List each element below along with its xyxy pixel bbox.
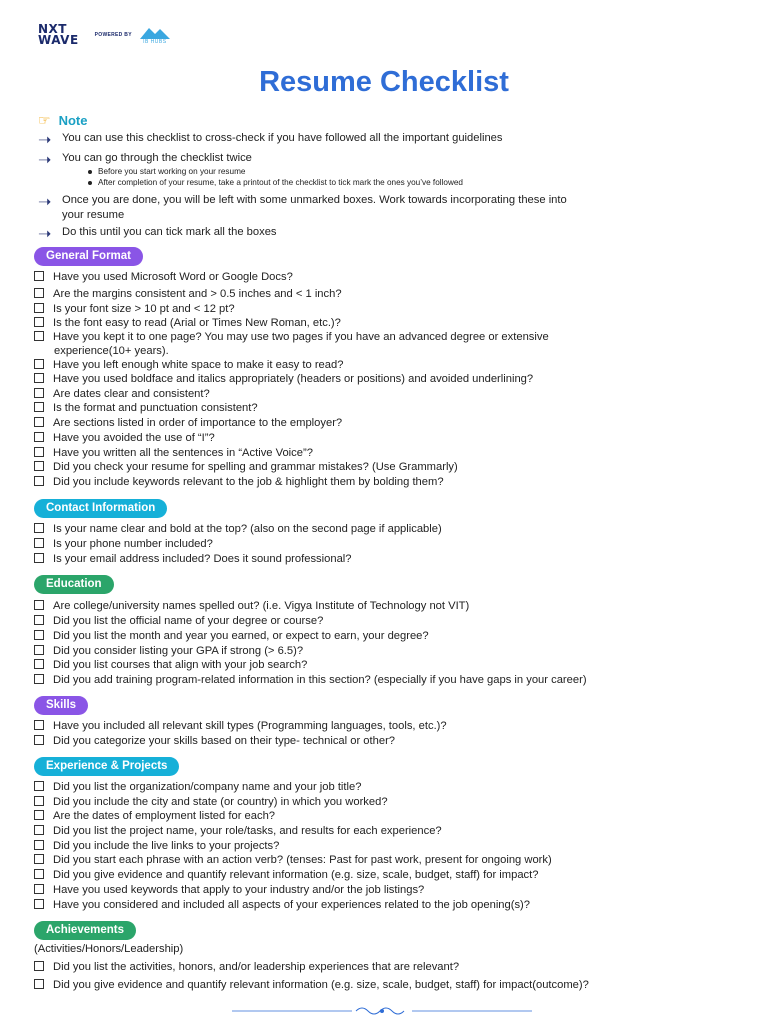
section-pill-skills: Skills [34, 696, 88, 715]
checklist-item[interactable]: Did you consider listing your GPA if strong (> 6.5)? [34, 644, 754, 658]
checkbox[interactable] [34, 961, 44, 971]
checklist-item[interactable]: Are the margins consistent and > 0.5 inches and < 1 inch? [34, 287, 754, 301]
checkbox[interactable] [34, 476, 44, 486]
checklist-item[interactable]: Have you left enough white space to make it easy to read? [34, 358, 754, 372]
note-sub-bullet [88, 166, 245, 177]
note-bullet: You can use this checklist to cross-check if you have followed all the important guidelines [62, 132, 503, 144]
checkbox[interactable] [34, 825, 44, 835]
section-pill-general-format: General Format [34, 247, 143, 266]
checkbox[interactable] [34, 288, 44, 298]
checkbox[interactable] [34, 303, 44, 313]
checkbox[interactable] [34, 645, 44, 655]
checklist-item[interactable]: Is the format and punctuation consistent? [34, 401, 754, 415]
partner-label: IB HUBS [143, 39, 167, 45]
checkbox[interactable] [34, 461, 44, 471]
sub-bullet-text: Before you start working on your resume [98, 167, 246, 176]
checkbox[interactable] [34, 432, 44, 442]
checkbox[interactable] [34, 600, 44, 610]
checklist-item[interactable]: Did you list the project name, your role/tasks, and results for each experience? [34, 824, 754, 838]
checkbox[interactable] [34, 854, 44, 864]
checklist-item[interactable]: Are sections listed in order of importance to the employer? [34, 416, 754, 430]
checkbox[interactable] [34, 373, 44, 383]
nxtwave-logo [38, 24, 172, 46]
checkbox[interactable] [34, 523, 44, 533]
checklist-item[interactable]: Have you kept it to one page? You may use two pages if you have an advanced degree or extensive [34, 330, 754, 344]
checklist-item[interactable]: Did you list the official name of your degree or course? [34, 614, 754, 628]
note-bullet: Do this until you can tick mark all the boxes [62, 226, 277, 238]
note-bullet: You can go through the checklist twice [62, 152, 252, 164]
checklist-item[interactable]: Did you start each phrase with an action verb? (tenses: Past for past work, present for ongoing work) [34, 853, 754, 867]
page-title: Resume Checklist [259, 66, 509, 98]
checklist-item[interactable]: Did you include the city and state (or country) in which you worked? [34, 795, 754, 809]
arrow-icon: ➝ [38, 132, 52, 149]
checklist-item[interactable]: Are college/university names spelled out? (i.e. Vigya Institute of Technology not VIT) [34, 599, 754, 613]
checkbox[interactable] [34, 331, 44, 341]
checklist-item[interactable]: Have you used boldface and italics appropriately (headers or positions) and avoided underlining? [34, 372, 754, 386]
checkbox[interactable] [34, 615, 44, 625]
checklist-item[interactable]: Did you check your resume for spelling and grammar mistakes? (Use Grammarly) [34, 460, 754, 474]
checklist-item-continued: experience(10+ years). [54, 345, 169, 357]
checkbox[interactable] [34, 538, 44, 548]
checkbox[interactable] [34, 359, 44, 369]
checkbox[interactable] [34, 402, 44, 412]
checkbox[interactable] [34, 840, 44, 850]
mountain-icon [138, 25, 172, 39]
checklist-item[interactable]: Is your name clear and bold at the top? (also on the second page if applicable) [34, 522, 754, 536]
arrow-icon: ➝ [38, 194, 52, 211]
checkbox[interactable] [34, 781, 44, 791]
checkbox[interactable] [34, 659, 44, 669]
checkbox[interactable] [34, 271, 44, 281]
checklist-item[interactable]: Did you list the activities, honors, and/or leadership experiences that are relevant? [34, 960, 754, 974]
checkbox[interactable] [34, 447, 44, 457]
note-heading [38, 112, 87, 129]
brand-line-2: WAVE [38, 33, 79, 47]
achievements-subtitle: (Activities/Honors/Leadership) [34, 943, 184, 955]
checklist-item[interactable]: Did you list courses that align with your job search? [34, 658, 754, 672]
checklist-item[interactable]: Did you categorize your skills based on their type- technical or other? [34, 734, 754, 748]
brand-line-1: NXT [38, 22, 67, 36]
checklist-item[interactable]: Are the dates of employment listed for each? [34, 809, 754, 823]
checklist-item[interactable]: Did you list the organization/company name and your job title? [34, 780, 754, 794]
note-sub-bullet [88, 177, 463, 188]
checklist-item[interactable]: Did you include keywords relevant to the job & highlight them by bolding them? [34, 475, 754, 489]
bullet-dot [88, 170, 92, 174]
checkbox[interactable] [34, 810, 44, 820]
checkbox[interactable] [34, 884, 44, 894]
checkbox[interactable] [34, 796, 44, 806]
checkbox[interactable] [34, 735, 44, 745]
section-pill-education: Education [34, 575, 114, 594]
checklist-item[interactable]: Are dates clear and consistent? [34, 387, 754, 401]
arrow-icon: ➝ [38, 152, 52, 169]
checklist-item[interactable]: Have you considered and included all aspects of your experiences related to the job opening(s)? [34, 898, 754, 912]
checklist-item[interactable]: Have you included all relevant skill types (Programming languages, tools, etc.)? [34, 719, 754, 733]
section-pill-contact-information: Contact Information [34, 499, 167, 518]
note-title: Note [58, 113, 88, 128]
checklist-item[interactable]: Is your email address included? Does it sound professional? [34, 552, 754, 566]
checklist-item[interactable]: Have you avoided the use of “I”? [34, 431, 754, 445]
checklist-item[interactable]: Have you used Microsoft Word or Google Docs? [34, 270, 754, 284]
brand-wordmark [38, 24, 79, 46]
sub-bullet-text: After completion of your resume, take a printout of the checklist to tick mark the ones you’ve followed [98, 178, 463, 187]
checkbox[interactable] [34, 979, 44, 989]
checklist-item[interactable]: Did you give evidence and quantify relevant information (e.g. size, scale, budget, staff) for impact? [34, 868, 754, 882]
checkbox[interactable] [34, 553, 44, 563]
section-pill-achievements: Achievements [34, 921, 136, 940]
checklist-item[interactable]: Did you include the live links to your projects? [34, 839, 754, 853]
checklist-item[interactable]: Have you used keywords that apply to your industry and/or the job listings? [34, 883, 754, 897]
checkbox[interactable] [34, 720, 44, 730]
checkbox[interactable] [34, 417, 44, 427]
ib-hubs-logo [138, 25, 172, 45]
checkbox[interactable] [34, 899, 44, 909]
checklist-item[interactable]: Have you written all the sentences in “Active Voice”? [34, 446, 754, 460]
section-pill-experience-projects: Experience & Projects [34, 757, 179, 776]
checklist-item[interactable]: Did you list the month and year you earned, or expect to earn, your degree? [34, 629, 754, 643]
checkbox[interactable] [34, 630, 44, 640]
checkbox[interactable] [34, 869, 44, 879]
checklist-item[interactable]: Is your phone number included? [34, 537, 754, 551]
checklist-item[interactable]: Is the font easy to read (Arial or Times New Roman, etc.)? [34, 316, 754, 330]
bullet-dot [88, 181, 92, 185]
checklist-item[interactable]: Did you give evidence and quantify relevant information (e.g. size, scale, budget, staff) for impact(outcome)? [34, 978, 754, 992]
checkbox[interactable] [34, 674, 44, 684]
checkbox[interactable] [34, 388, 44, 398]
pointing-hand-icon: ☞ [38, 112, 51, 128]
powered-by-label: POWERED BY [94, 32, 132, 38]
arrow-icon: ➝ [38, 226, 52, 243]
checkbox[interactable] [34, 317, 44, 327]
footer-ornament-icon [232, 1005, 532, 1017]
checklist-item[interactable]: Is your font size > 10 pt and < 12 pt? [34, 302, 754, 316]
checklist-item[interactable]: Did you add training program-related information in this section? (especially if you have gaps in your career) [34, 673, 754, 687]
note-bullet: Once you are done, you will be left with some unmarked boxes. Work towards incorporating these into [62, 194, 567, 206]
note-bullet-continued: your resume [62, 209, 125, 221]
